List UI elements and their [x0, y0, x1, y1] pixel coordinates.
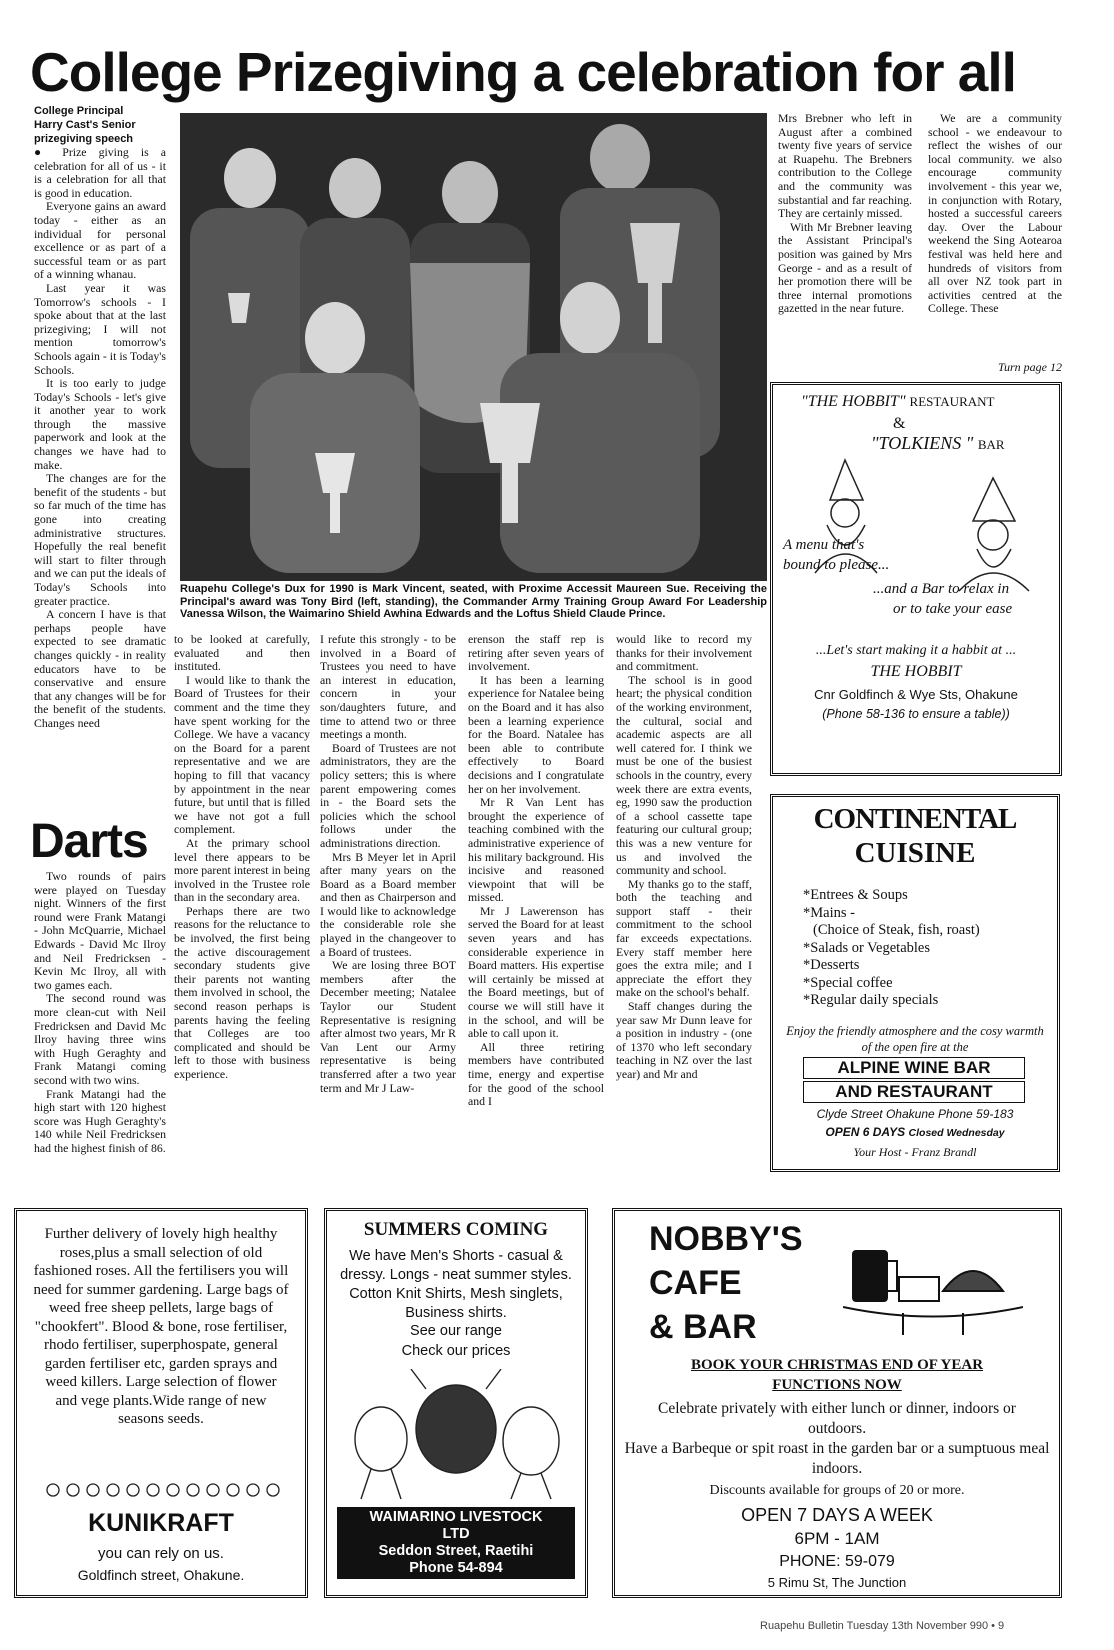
paragraph: The school is in good heart; the physical condition of the working environment, the cultural, social and academic aspects are all well catered for. I think we must be one of the busiest schools in the country, every week there are extra events, eg, 1990 saw the production of a school cassette tape featuring our cultural group; this was a new venture for us and involved the community and school. [616, 672, 752, 878]
paragraph: All three retiring members have contributed time, energy and expertise for the good of the school and I [468, 1039, 604, 1109]
paragraph: Two rounds of pairs were played on Tuesday night. Winners of the first round were Frank Matangi - John McQuarrie, Michael Edwards - David Mc Ilroy and Neil Fredricksen - Kevin Mc Ilroy, all with two games each. [34, 870, 166, 992]
hobbit-line-6: THE HOBBIT [870, 663, 962, 680]
nobbys-title: NOBBY'S [649, 1220, 803, 1258]
flower-border-icon [41, 1475, 281, 1505]
paragraph: Everyone gains an award today - either as an individual for personal excellence or as part of a successful team or as part of a winning whanau. [34, 199, 166, 282]
continental-open: OPEN 6 DAYS [825, 1125, 906, 1139]
summers-coming-title: SUMMERS COMING [363, 1219, 549, 1240]
paragraph: Mrs Brebner who left in August after a combined twenty five years of service at Ruapehu. The Brebners contribution to the College and the community was substantial and far reaching. They are certainly missed. [778, 112, 912, 221]
article-column-6 [778, 112, 912, 374]
kunikraft-ad [14, 1208, 308, 1598]
group-photo-icon [180, 113, 767, 581]
paragraph: With Mr Brebner leaving the Assistant Principal's position was gained by Mrs George - and as a result of her promotion there will be three internal promotions gazetted in the near future. [778, 219, 912, 316]
livestock-cartoon-icon [341, 1369, 571, 1504]
menu-item: *Salads or Vegetables [803, 939, 930, 956]
paragraph: We are a community school - we endeavour to reflect the wishes of our local community. we also encourage community involvement - this year we, in conjunction with Rotary, hosted a successful careers day. Over the Labour weekend the Sing Aotearoa festival was held here and hundreds of visitors from all over NZ took part in activities centred at the College. These [928, 112, 1062, 316]
kunikraft-address: Goldfinch street, Ohakune. [77, 1567, 245, 1583]
kicker-line-1: College Principal [34, 105, 124, 117]
continental-host: Your Host - Franz Brandl [853, 1145, 977, 1159]
livestock-name-2: LTD [442, 1526, 470, 1542]
paragraph: erenson the staff rep is retiring after seven years of involvement. [468, 633, 604, 674]
paragraph: Frank Matangi had the high start with 120 highest score was Hugh Geraghty's 140 while Neil Fredricksen had the highest finish of 86. [34, 1086, 166, 1155]
kunikraft-slogan: you can rely on us. [98, 1545, 224, 1562]
hobbit-title: "THE HOBBIT" [801, 393, 906, 410]
menu-item: (Choice of Steak, fish, roast) [813, 922, 980, 938]
kunikraft-body: Further delivery of lovely high healthy roses,plus a small selection of old fashioned roses. All the fertilisers you will need for summer gardening. Large bags of weed free sheep pellets, large bags of "chookfert". Blood & bone, rose fertiliser, rhodo fertiliser, superphospate, general garden fertiliser etc, garden sprays and weed killers. Large selection of flower and vege plants.Wide range of new seasons seeds. [33, 1226, 289, 1427]
hobbit-line-1: A menu that's [783, 537, 865, 553]
paragraph: The changes are for the benefit of the students - but so far much of the time has gone into creating administrative structures. Hopefully the real benefit will start to filter through and we can put the ideals of Today's Schools into greater practice. [34, 471, 166, 608]
nobbys-body-2: Have a Barbeque or spit roast in the garden bar or a sumptuous meal indoors. [624, 1440, 1050, 1477]
article-column-1 [34, 104, 166, 816]
hobbit-line-5: ...Let's start making it a habbit at ... [815, 643, 1017, 658]
nobbys-book-1: BOOK YOUR CHRISTMAS END OF YEAR [690, 1357, 984, 1373]
nobbys-discount: Discounts available for groups of 20 or more. [709, 1483, 965, 1498]
alpine-restaurant: AND RESTAURANT [803, 1081, 1025, 1103]
alpine-wine-bar: ALPINE WINE BAR [803, 1057, 1025, 1079]
paragraph: We are losing three BOT members after the December meeting; Natalee Taylor our Student Representative is resigning after almost two years, Mr R Van Lent our Army representative is being transferred after a two year term and Mr J Law- [320, 958, 456, 1095]
paragraph: Mrs B Meyer let in April after many years on the Board as a Board member and then as Chairperson and I would like to acknowledge the considerable role she played in the changeover to a Board of trustees. [320, 849, 456, 959]
paragraph: A concern I have is that perhaps people have expected to see dramatic changes quickly - in reality educators have to be conservative and ensure that any changes will be for the benefit of the students. Changes need [34, 607, 166, 730]
nobbys-body-1: Celebrate privately with either lunch or dinner, indoors or outdoors. [658, 1400, 1016, 1437]
livestock-name-1: WAIMARINO LIVESTOCK [369, 1509, 543, 1525]
hobbit-line-2: bound to please... [783, 557, 890, 573]
menu-item: *Special coffee [803, 974, 893, 991]
nobbys-ad [612, 1208, 1062, 1598]
headline: College Prizegiving a celebration for all [30, 41, 1016, 103]
nobbys-address: 5 Rimu St, The Junction [767, 1575, 907, 1590]
article-column-3 [320, 633, 456, 1193]
paragraph: Mr R Van Lent has brought the experience of teaching combined with the administrative experience of his military background. His incisive and reasoned viewpoint that will be missed. [468, 795, 604, 905]
nobbys-phone: PHONE: 59-079 [779, 1553, 895, 1570]
cuisine-title: CUISINE [854, 837, 976, 869]
page-footer: Ruapehu Bulletin Tuesday 13th November 990 • 9 [760, 1620, 1005, 1632]
ampersand: & [893, 415, 906, 432]
continental-menu [803, 887, 1043, 1010]
paragraph: Last year it was Tomorrow's schools - I spoke about that at the last prizegiving; I will not mention tomorrow's Schools again - it is Today's Schools. [34, 280, 166, 377]
article-column-2 [174, 633, 310, 1213]
tolkiens-title: "TOLKIENS " [871, 433, 974, 453]
nobbys-hours: 6PM - 1AM [794, 1529, 880, 1548]
food-tray-icon [843, 1231, 1023, 1341]
kunikraft-name: KUNIKRAFT [88, 1509, 234, 1537]
kicker-line-3: prizegiving speech [34, 133, 134, 145]
paragraph: would like to record my thanks for their involvement and commitment. [616, 633, 752, 674]
hobbit-ad [770, 382, 1062, 776]
paragraph: My thanks go to the staff, both the teaching and support staff - their commitment to the school far exceeds expectations. Every staff member here goes the extra mile; and I appreciate the effort they make on the school's behalf. [616, 876, 752, 1000]
hobbit-title-suffix: RESTAURANT [909, 394, 995, 409]
darts-article [34, 870, 166, 1215]
paragraph: Mr J Lawerenson has served the Board for at least seven years and has considerable experience in Board matters. His expertise will certainly be missed at the Board meetings, but of course we will still have it in the school, and will be able to call upon it. [468, 903, 604, 1041]
continental-address: Clyde Street Ohakune Phone 59-183 [816, 1107, 1014, 1121]
bar-title: & BAR [649, 1308, 757, 1346]
continental-closed: Closed Wednesday [908, 1127, 1005, 1139]
paragraph: Staff changes during the year saw Mr Dunn leave for a position in industry - (one of 1370 who left secondary teaching in NZ over the last year) and Mr and [616, 999, 752, 1081]
paragraph: Board of Trustees are not administrators, they are the policy setters; this is where parent empowering comes in - the Board sets the policies which the school follows under the administrations direction. [320, 740, 456, 850]
nobbys-book-2: FUNCTIONS NOW [772, 1377, 902, 1393]
livestock-banner [337, 1507, 575, 1579]
paragraph: ● Prize giving is a celebration for all of us - it is a celebration for all that is good in education. [34, 145, 166, 200]
see-our-range: See our range [410, 1323, 502, 1339]
kicker-line-2: Harry Cast's Senior [34, 119, 136, 131]
continental-title: CONTINENTAL [813, 803, 1017, 835]
darts-heading: Darts [30, 815, 148, 868]
livestock-phone: Phone 54-894 [409, 1560, 503, 1576]
paragraph: It has been a learning experience for Natalee being on the Board and it has also been a learning experience for the Board. Natalee has been able to contribute effectively to Board decisions and I congratulate her on her involvement. [468, 672, 604, 796]
hobbit-address: Cnr Goldfinch & Wye Sts, Ohakune [814, 687, 1018, 702]
paragraph: I refute this strongly - to be involved in a Board of Trustees you need to have an interest in education, concern in your son/daughters future, and time to attend two or three meetings a month. [320, 633, 456, 742]
turn-page-note: Turn page 12 [997, 360, 1062, 374]
paragraph: Perhaps there are two reasons for the reluctance to be involved, the first being the active discouragement secondary students give their parents not wanting them involved in school, the second reason perhaps is parents having the feeling that Colleges are too complicated and should be left to those with business experience. [174, 903, 310, 1081]
paragraph: It is too early to judge Today's Schools - let's give it another year to work through the massive paperwork and look at the changes we have had to make. [34, 376, 166, 472]
paragraph: The second round was more clean-cut with Neil Fredricksen and David Mc Ilroy having three wins with Hugh Geraghty and Frank Matangi coming second with two wins. [34, 991, 166, 1087]
paragraph: I would like to thank the Board of Trustees for their comment and the time they have spent working for the College. We have a vacancy on the Board for a parent representative and we are hoping to fill that vacancy by appointment in the near future, but until that is filled we have not got a full complement. [174, 672, 310, 837]
article-column-5 [616, 633, 752, 1193]
tolkiens-title-suffix: BAR [977, 437, 1005, 452]
menu-item: *Regular daily specials [803, 992, 939, 1008]
menu-item: *Desserts [803, 957, 860, 973]
livestock-ad [324, 1208, 588, 1598]
cafe-title: CAFE [649, 1264, 742, 1302]
article-column-4 [468, 633, 604, 1193]
photo-caption: Ruapehu College's Dux for 1990 is Mark Vincent, seated, with Proxime Accessit Maureen Sue. Receiving the Principal's award was Tony Bird (left, standing), the Commander Army Training Group Award For Leadership Vanessa Wilson, the Waimarino Shield Awhina Edwards and the Loftus Shield Claude Prince. [180, 583, 767, 621]
menu-item: *Mains - [803, 904, 855, 921]
continental-ad [770, 794, 1060, 1172]
hobbit-line-4: or to take your ease [893, 601, 1013, 617]
menu-item: *Entrees & Soups [803, 887, 908, 903]
hobbit-line-3: ...and a Bar to relax in [873, 581, 1010, 597]
livestock-address: Seddon Street, Raetihi [378, 1543, 534, 1559]
continental-tagline: Enjoy the friendly atmosphere and the cosy warmth of the open fire at the [786, 1024, 1044, 1054]
check-our-prices: Check our prices [401, 1343, 511, 1359]
paragraph: At the primary school level there appears to be more parent interest in being involved in the Trustee role than in the secondary area. [174, 835, 310, 905]
hobbit-illustration-icon [933, 473, 1053, 593]
prizegiving-photo [180, 113, 767, 581]
hobbit-phone: (Phone 58-136 to ensure a table)) [822, 707, 1010, 721]
nobbys-open: OPEN 7 DAYS A WEEK [741, 1505, 933, 1525]
article-column-7 [928, 112, 1062, 360]
paragraph: to be looked at carefully, evaluated and then instituted. [174, 633, 310, 674]
livestock-body: We have Men's Shorts - casual & dressy. Longs - neat summer styles. Cotton Knit Shirts, Mesh singlets, Business shirts. [340, 1248, 572, 1321]
